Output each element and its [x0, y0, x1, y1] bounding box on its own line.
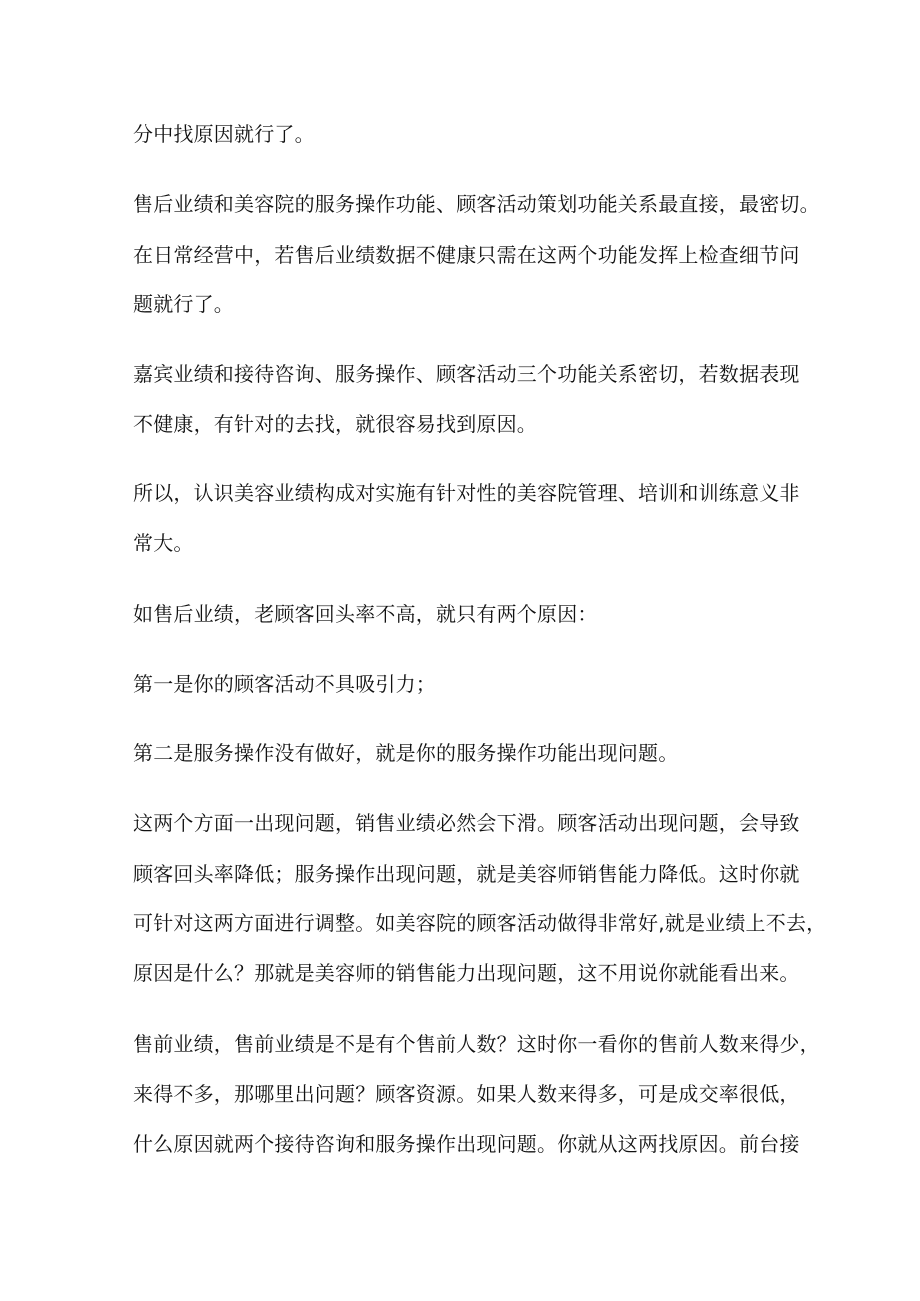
- paragraph-8-line-4: 原因是什么？那就是美容师的销售能力出现问题，这不用说你就能看出来。: [133, 961, 800, 985]
- paragraph-4-line-1: 所以，认识美容业绩构成对实施有针对性的美容院管理、培训和训练意义非: [133, 481, 800, 505]
- paragraph-3-line-2: 不健康，有针对的去找，就很容易找到原因。: [133, 412, 537, 436]
- paragraph-5-line-1: 如售后业绩，老顾客回头率不高，就只有两个原因：: [133, 602, 598, 626]
- paragraph-2-line-1: 售后业绩和美容院的服务操作功能、顾客活动策划功能关系最直接，最密切。: [133, 192, 820, 216]
- paragraph-9-line-2: 来得不多，那哪里出问题？顾客资源。如果人数来得多，可是成交率很低，: [133, 1082, 800, 1106]
- paragraph-9-line-1: 售前业绩，售前业绩是不是有个售前人数？这时你一看你的售前人数来得少，: [133, 1032, 820, 1056]
- paragraph-8-line-2: 顾客回头率降低；服务操作出现问题，就是美容师销售能力降低。这时你就: [133, 862, 800, 886]
- paragraph-4-line-2: 常大。: [133, 531, 194, 555]
- paragraph-1-line-1: 分中找原因就行了。: [133, 122, 315, 146]
- paragraph-2-line-3: 题就行了。: [133, 292, 234, 316]
- paragraph-8-line-1: 这两个方面一出现问题，销售业绩必然会下滑。顾客活动出现问题，会导致: [133, 811, 800, 835]
- paragraph-3-line-1: 嘉宾业绩和接待咨询、服务操作、顾客活动三个功能关系密切，若数据表现: [133, 362, 800, 386]
- paragraph-8-line-3: 可针对这两方面进行调整。如美容院的顾客活动做得非常好,就是业绩上不去，: [133, 911, 827, 935]
- paragraph-9-line-3: 什么原因就两个接待咨询和服务操作出现问题。你就从这两找原因。前台接: [133, 1132, 800, 1156]
- paragraph-2-line-2: 在日常经营中，若售后业绩数据不健康只需在这两个功能发挥上检查细节问: [133, 243, 800, 267]
- paragraph-7-line-1: 第二是服务操作没有做好，就是你的服务操作功能出现问题。: [133, 741, 679, 765]
- paragraph-6-line-1: 第一是你的顾客活动不具吸引力；: [133, 672, 436, 696]
